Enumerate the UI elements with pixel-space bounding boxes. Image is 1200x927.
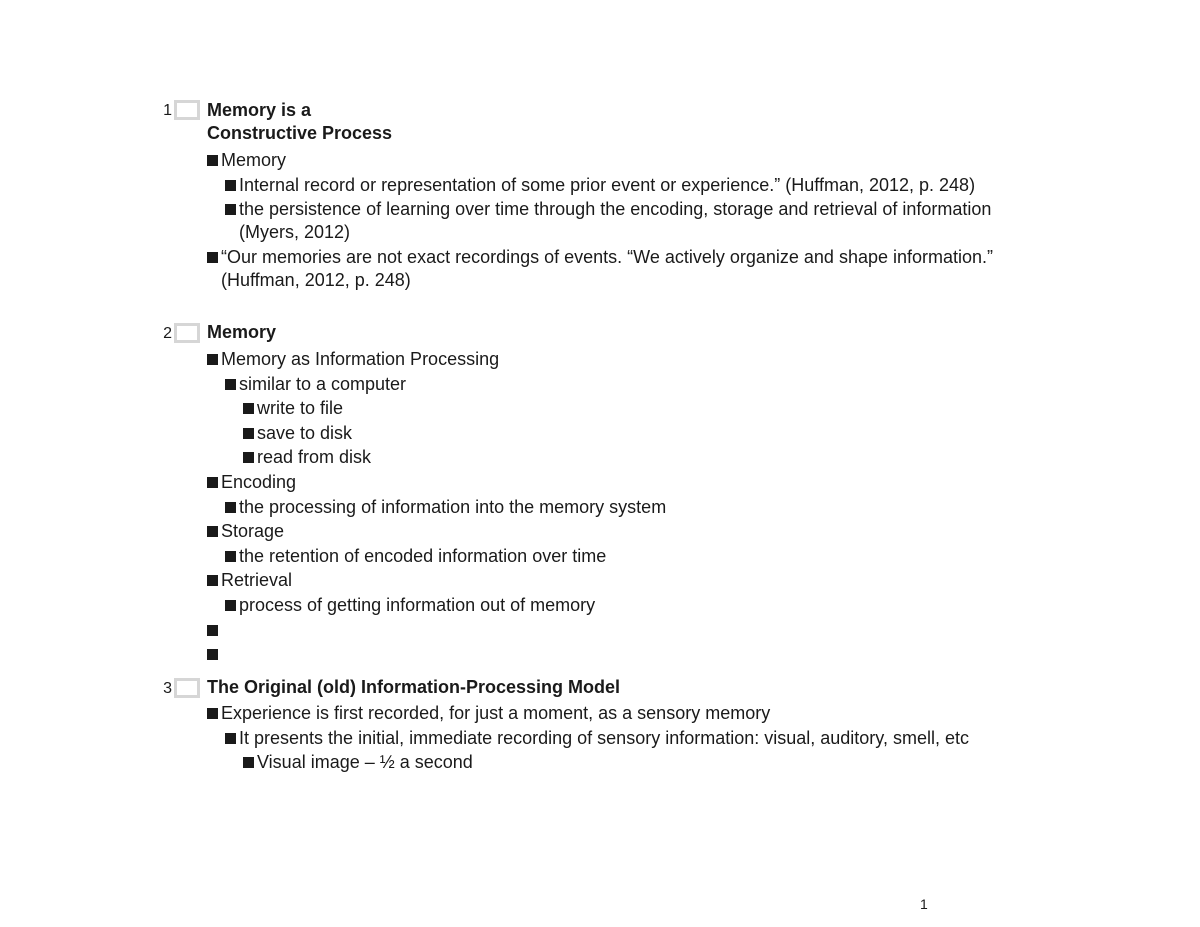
square-bullet-icon [243,428,254,439]
square-bullet-icon [225,551,236,562]
bullet-item [225,198,1007,244]
bullet-text: Visual image – ½ a second [257,752,473,773]
bullet-list [207,702,1007,776]
slide-title: Memory [207,322,277,342]
square-bullet-icon [207,526,218,537]
slide-thumbnail-icon [174,323,200,343]
bullet-text: It presents the initial, immediate recording of sensory information: visual, auditory, smell, etc [239,727,969,748]
bullet-text: Internal record or representation of some prior event or experience.” (Huffman, 2012, p. 248) [239,174,976,195]
bullet-item [207,149,1007,172]
bullet-text: the processing of information into the memory system [239,496,667,517]
square-bullet-icon [225,180,236,191]
bullet-item [243,751,1007,774]
bullet-text: Memory as Information Processing [221,349,500,369]
slide-number: 3 [163,680,172,697]
bullet-item [225,594,1007,617]
bullet-text: similar to a computer [239,373,407,394]
square-bullet-icon [225,204,236,215]
bullet-text: the retention of encoded information over time [239,545,607,566]
bullet-item [225,496,1007,519]
square-bullet-icon [207,649,218,660]
bullet-item [225,373,1007,396]
bullet-item [225,174,1007,197]
bullet-text: Experience is first recorded, for just a moment, as a sensory memory [221,703,771,723]
slide-thumbnail-icon [174,678,200,698]
square-bullet-icon [243,403,254,414]
bullet-item [207,702,1007,725]
square-bullet-icon [207,155,218,166]
square-bullet-icon [225,600,236,611]
slide-title: The Original (old) Information-Processing Model [207,677,621,697]
slide-thumbnail-icon [174,100,200,120]
square-bullet-icon [243,757,254,768]
bullet-text: “Our memories are not exact recordings of events. “We actively organize and shape information.” (Huffman, 2012, p. 248) [221,246,994,290]
square-bullet-icon [207,708,218,719]
bullet-item [243,446,1007,469]
square-bullet-icon [225,379,236,390]
bullet-text: write to file [257,398,344,419]
square-bullet-icon [225,502,236,513]
bullet-item [207,348,1007,371]
bullet-text: Memory [221,150,287,170]
bullet-item [207,643,1007,666]
bullet-item [207,520,1007,543]
bullet-list [207,149,1007,293]
bullet-item [243,422,1007,445]
bullet-text: read from disk [257,447,372,468]
page-number: 1 [920,896,928,912]
square-bullet-icon [243,452,254,463]
bullet-item [225,545,1007,568]
square-bullet-icon [207,625,218,636]
square-bullet-icon [207,252,218,263]
bullet-item [207,246,1007,292]
bullet-item [243,397,1007,420]
slide-title: Memory is a Constructive Process [207,100,393,143]
bullet-text: process of getting information out of memory [239,594,596,615]
bullet-item [207,569,1007,592]
square-bullet-icon [207,477,218,488]
square-bullet-icon [225,733,236,744]
slide-number: 2 [163,325,172,342]
bullet-text: save to disk [257,422,353,443]
square-bullet-icon [207,575,218,586]
bullet-item [207,619,1007,642]
square-bullet-icon [207,354,218,365]
bullet-text: Encoding [221,471,297,492]
bullet-item [225,727,1007,750]
slide-number: 1 [163,102,172,119]
bullet-text: Retrieval [221,570,293,591]
bullet-item [207,471,1007,494]
bullet-list [207,348,1007,668]
bullet-text: the persistence of learning over time through the encoding, storage and retrieval of information (Myers, 2012) [239,199,992,243]
bullet-text: Storage [221,521,285,542]
